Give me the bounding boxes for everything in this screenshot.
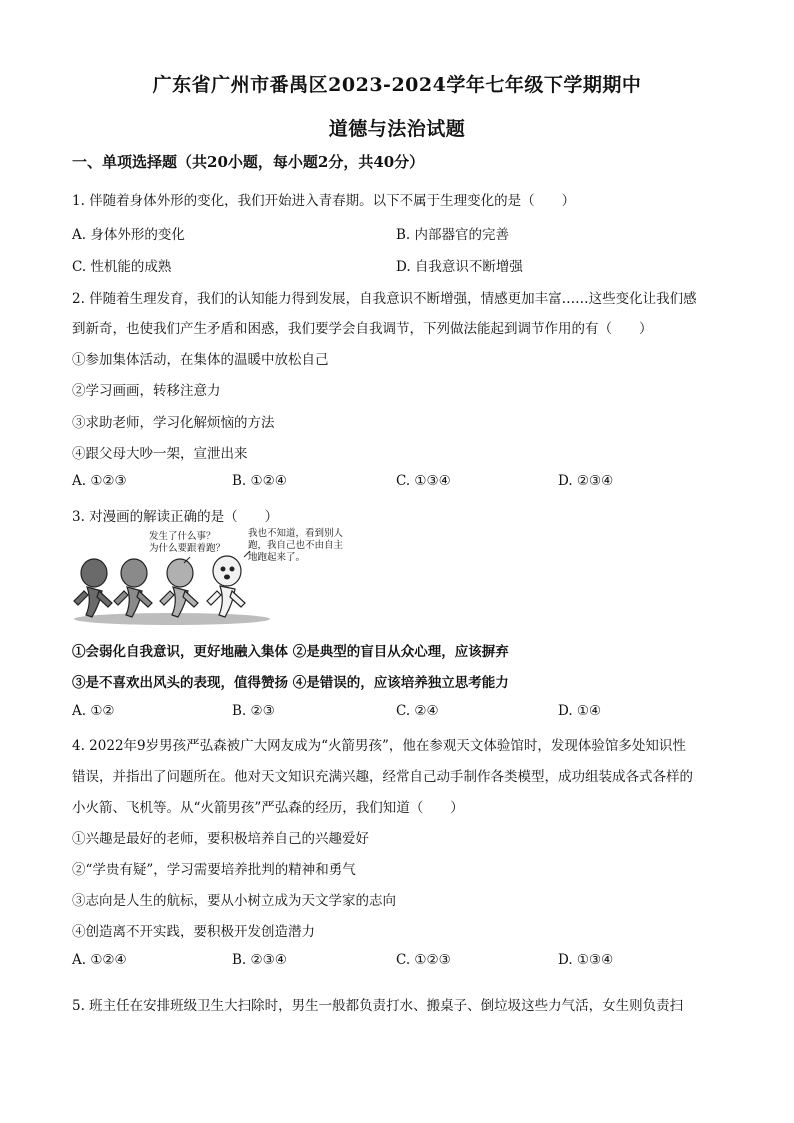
q1-option-a: A. 身体外形的变化 bbox=[72, 227, 185, 243]
q5-stem-line-1: 5. 班主任在安排班级卫生大扫除时，男生一般都负责打水、搬桌子、倒垃圾这些力气活，女生则负责扫 bbox=[72, 998, 684, 1014]
q2-options bbox=[72, 473, 732, 493]
q2-option-a: A. ①②③ bbox=[72, 473, 127, 489]
q1-stem: 1. 伴随着身体外形的变化，我们开始进入青春期。以下不属于生理变化的是（ ） bbox=[72, 193, 576, 209]
q1-option-c: C. 性机能的成熟 bbox=[72, 259, 172, 275]
q3-stem: 3. 对漫画的解读正确的是（ ） bbox=[72, 509, 279, 525]
q4-option-b: B. ②③④ bbox=[232, 952, 287, 968]
q2-option-c: C. ①③④ bbox=[396, 473, 451, 489]
q3-option-d: D. ①④ bbox=[558, 703, 602, 719]
q3-option-a: A. ①② bbox=[72, 703, 115, 719]
q4-item-1: ①兴趣是最好的老师，要积极培养自己的兴趣爱好 bbox=[72, 831, 369, 847]
q4-item-4: ④创造离不开实践，要积极开发创造潜力 bbox=[72, 924, 315, 940]
q4-options bbox=[72, 952, 732, 972]
q4-option-c: C. ①②③ bbox=[396, 952, 451, 968]
q2-item-1: ①参加集体活动，在集体的温暖中放松自己 bbox=[72, 352, 329, 368]
q4-stem-line-3: 小火箭、飞机等。从“火箭男孩”严弘森的经历，我们知道（ ） bbox=[72, 800, 464, 816]
q1-option-d: D. 自我意识不断增强 bbox=[396, 259, 523, 275]
q3-option-c: C. ②④ bbox=[396, 703, 439, 719]
page-subtitle: 道德与法治试题 bbox=[328, 118, 466, 140]
q4-item-2: ②“学贵有疑”，学习需要培养批判的精神和勇气 bbox=[72, 862, 356, 878]
q1-options-row-1 bbox=[72, 223, 732, 243]
q4-stem-line-1: 4. 2022年9岁男孩严弘森被广大网友成为“火箭男孩”，他在参观天文体验馆时，发现体验馆多处知识性 bbox=[72, 738, 686, 754]
q4-stem-line-2: 错误，并指出了问题所在。他对天文知识充满兴趣，经常自己动手制作各类模型，成功组装成各式各样的 bbox=[72, 769, 693, 785]
q2-item-3: ③求助老师，学习化解烦恼的方法 bbox=[72, 415, 275, 431]
q2-option-b: B. ①②④ bbox=[232, 473, 287, 489]
q1-option-b: B. 内部器官的完善 bbox=[396, 227, 510, 243]
comic-illustration bbox=[72, 528, 372, 631]
q3-options bbox=[72, 703, 732, 723]
q4-option-d: D. ①③④ bbox=[558, 952, 614, 968]
q3-option-b: B. ②③ bbox=[232, 703, 275, 719]
q2-item-4: ④跟父母大吵一架，宣泄出来 bbox=[72, 446, 248, 462]
q2-stem-line-2: 到新奇，也使我们产生矛盾和困惑，我们要学会自我调节，下列做法能起到调节作用的有（ ） bbox=[72, 321, 653, 337]
q2-item-2: ②学习画画，转移注意力 bbox=[72, 383, 221, 399]
running-figures-drawing bbox=[72, 531, 372, 631]
q3-item-line-1: ①会弱化自我意识，更好地融入集体 ②是典型的盲目从众心理，应该摒弃 bbox=[72, 644, 509, 660]
q2-stem-line-1: 2. 伴随着生理发育，我们的认知能力得到发展，自我意识不断增强，情感更加丰富……这些变化让我们感 bbox=[72, 291, 697, 307]
q2-option-d: D. ②③④ bbox=[558, 473, 614, 489]
q4-item-3: ③志向是人生的航标，要从小树立成为天文学家的志向 bbox=[72, 893, 396, 909]
q1-options-row-2 bbox=[72, 255, 732, 275]
page-title: 广东省广州市番禺区2023-2024学年七年级下学期期中 bbox=[152, 74, 642, 96]
comic-bubble-left: 发生了什么事？ 为什么要跟着跑？ bbox=[149, 531, 226, 554]
q3-item-line-2: ③是不喜欢出风头的表现，值得赞扬 ④是错误的，应该培养独立思考能力 bbox=[72, 675, 509, 691]
section-heading: 一、单项选择题（共20小题，每小题2分，共40分） bbox=[72, 153, 425, 171]
q4-option-a: A. ①②④ bbox=[72, 952, 127, 968]
comic-bubble-right: 我也不知道，看到别人 跑，我自己也不由自主 地跑起来了。 bbox=[248, 528, 344, 563]
